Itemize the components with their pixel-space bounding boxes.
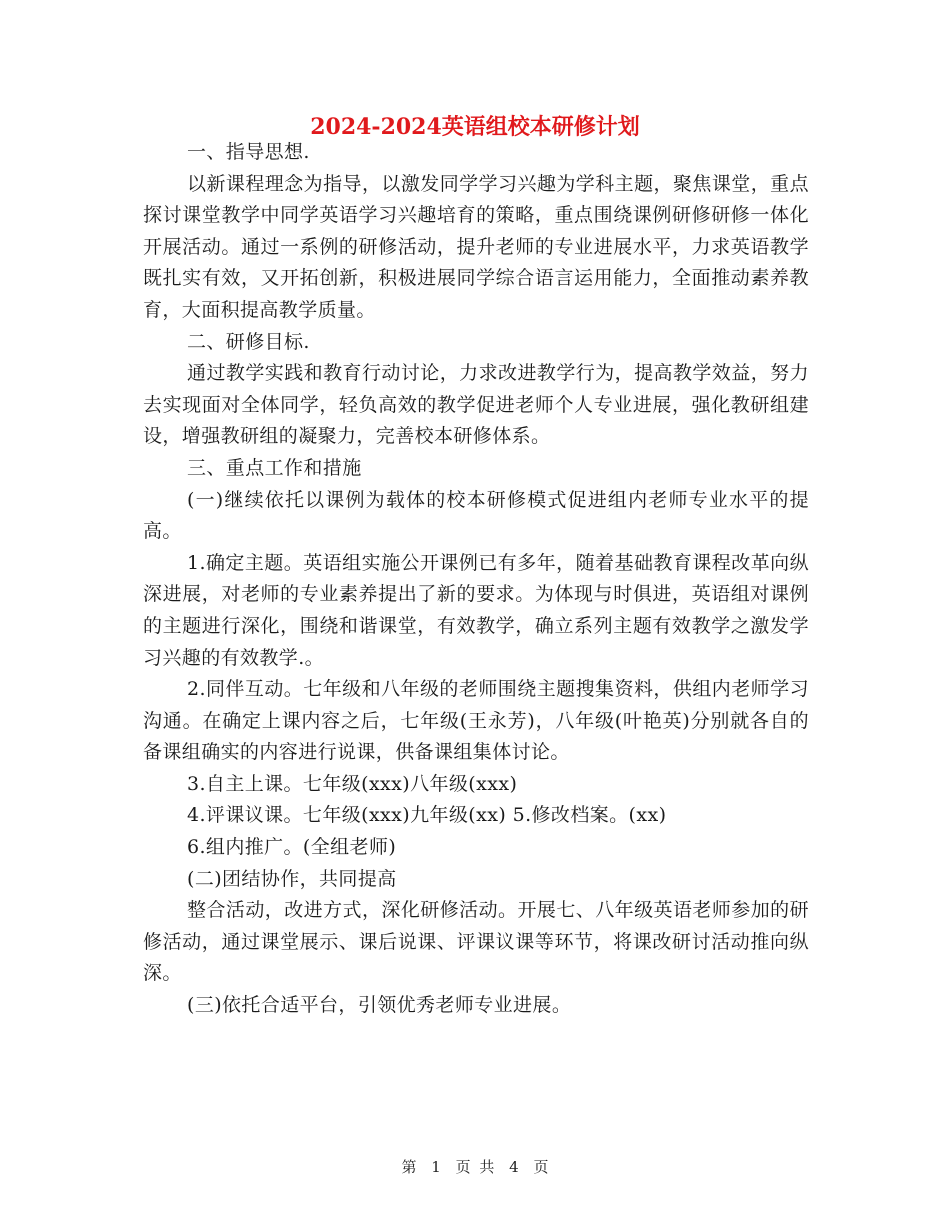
paragraph-research-goals: 通过教学实践和教育行动讨论，力求改进教学行为，提高教学效益，努力去实现面对全体同学，轻负高效的教学促进老师个人专业进展，强化教研组建设，增强教研组的凝聚力，完善校本研修体系。 [143, 362, 809, 448]
section-heading-1: 一、指导思想. [187, 141, 310, 163]
paragraph-collaboration: 整合活动，改进方式，深化研修活动。开展七、八年级英语老师参加的研修活动，通过课堂展示、课后说课、评课议课等环节，将课改研讨活动推向纵深。 [143, 899, 809, 985]
document-body [143, 137, 809, 1022]
list-item-1: 1.确定主题。英语组实施公开课例已有多年，随着基础教育课程改革向纵深进展，对老师的专业素养提出了新的要求。为体现与时俱进，英语组对课例的主题进行深化，围绕和谐课堂，有效教学，确立系列主题有效教学之激发学习兴趣的有效教学.。 [143, 551, 809, 669]
subsection-heading-1: (一)继续依托以课例为载体的校本研修模式促进组内老师专业水平的提高。 [143, 488, 809, 543]
footer-prefix: 第 [401, 1158, 417, 1176]
page-footer [0, 1157, 950, 1177]
list-item-4-5: 4.评课议课。七年级(xxx)九年级(xx) 5.修改档案。(xx) [187, 804, 667, 827]
section-heading-3: 三、重点工作和措施 [187, 456, 362, 479]
list-item-6: 6.组内推广。(全组老师) [187, 836, 397, 859]
document-title: 2024-2024英语组校本研修计划 [310, 114, 640, 140]
subsection-heading-2: (二)团结协作，共同提高 [187, 867, 397, 890]
footer-page-current: 1 [431, 1158, 441, 1176]
footer-page-total: 4 [509, 1158, 519, 1176]
section-heading-2: 二、研修目标. [187, 330, 310, 353]
list-item-2: 2.同伴互动。七年级和八年级的老师围绕主题搜集资料，供组内老师学习沟通。在确定上课内容之后，七年级(王永芳)，八年级(叶艳英)分别就各自的备课组确实的内容进行说课，供备课组集体讨论。 [143, 678, 809, 764]
footer-suffix: 页 [533, 1158, 549, 1176]
list-item-3: 3.自主上课。七年级(xxx)八年级(xxx) [187, 772, 518, 795]
footer-mid: 页 共 [455, 1158, 495, 1176]
paragraph-guiding-ideology: 以新课程理念为指导，以激发同学学习兴趣为学科主题，聚焦课堂，重点探讨课堂教学中同学英语学习兴趣培育的策略，重点围绕课例研修研修一体化开展活动。通过一系例的研修活动，提升老师的专业进展水平，力求英语教学既扎实有效，又开拓创新，积极进展同学综合语言运用能力，全面推动素养教育，大面积提高教学质量。 [143, 172, 809, 321]
subsection-heading-3: (三)依托合适平台，引领优秀老师专业进展。 [187, 994, 572, 1017]
